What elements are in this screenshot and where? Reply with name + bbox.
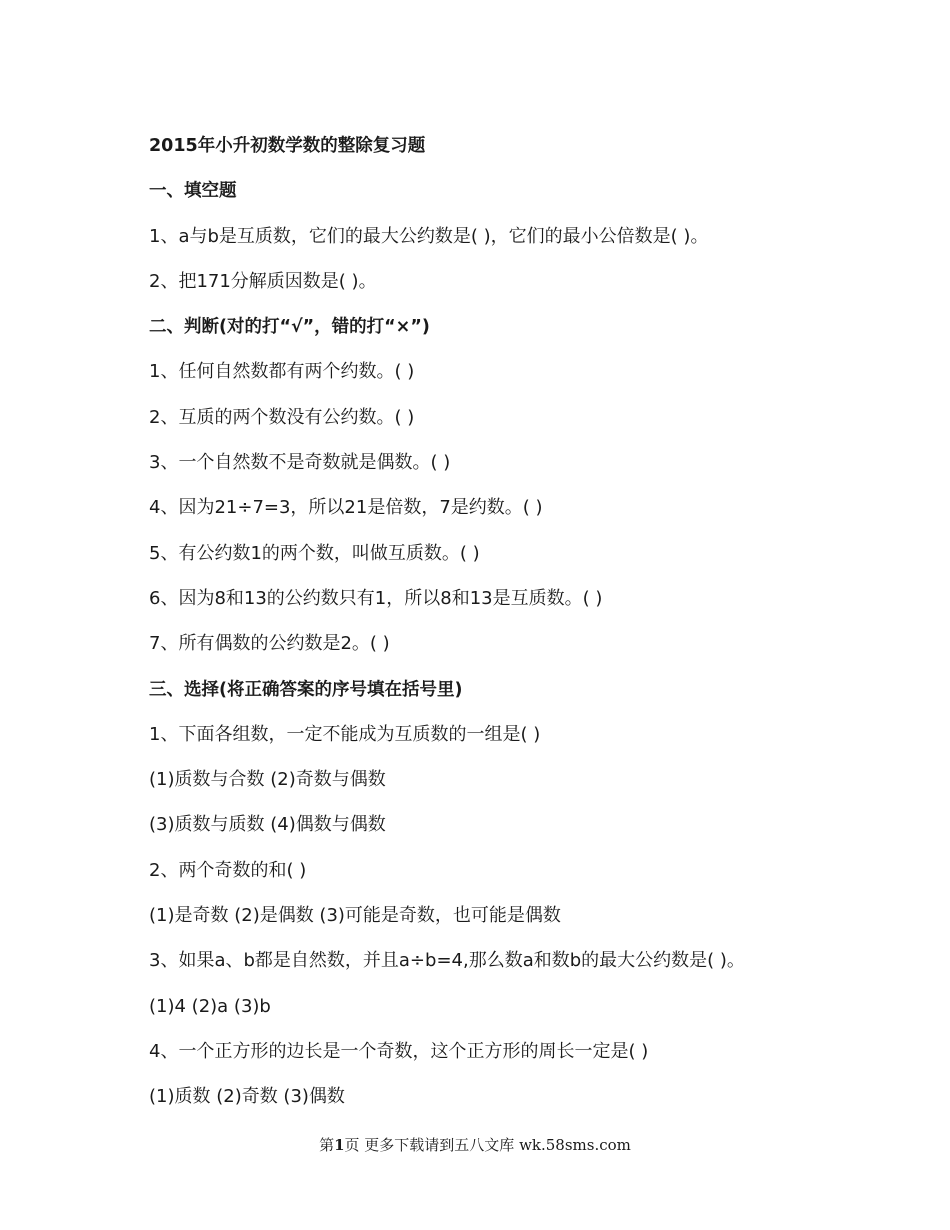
- question-line: 1、a与b是互质数，它们的最大公约数是( )，它们的最小公倍数是( )。: [149, 225, 709, 247]
- footer-page-number: 1: [334, 1136, 345, 1154]
- page-footer: [0, 1134, 950, 1155]
- question-line: 1、任何自然数都有两个约数。( ): [149, 361, 415, 383]
- answer-options-line: (1)质数与合数 (2)奇数与偶数: [149, 769, 386, 791]
- question-line: 4、因为21÷7=3，所以21是倍数，7是约数。( ): [149, 497, 543, 519]
- section-heading-true-false: 二、判断(对的打“√”，错的打“×”): [149, 317, 430, 338]
- question-line: 3、如果a、b都是自然数，并且a÷b=4,那么数a和数b的最大公约数是( )。: [149, 950, 745, 972]
- question-line: 2、把171分解质因数是( )。: [149, 270, 377, 292]
- answer-options-line: (1)是奇数 (2)是偶数 (3)可能是奇数，也可能是偶数: [149, 905, 561, 927]
- question-line: 2、两个奇数的和( ): [149, 859, 307, 881]
- question-line: 7、所有偶数的公约数是2。( ): [149, 633, 390, 655]
- question-line: 5、有公约数1的两个数，叫做互质数。( ): [149, 542, 480, 564]
- question-line: 3、一个自然数不是奇数就是偶数。( ): [149, 452, 451, 474]
- document-title: 2015年小升初数学数的整除复习题: [149, 136, 426, 156]
- question-line: 2、互质的两个数没有公约数。( ): [149, 406, 415, 428]
- footer-text: 页 更多下载请到五八文库 wk.58sms.com: [344, 1136, 631, 1154]
- question-line: 6、因为8和13的公约数只有1，所以8和13是互质数。( ): [149, 587, 603, 609]
- section-heading-fill-in: 一、填空题: [149, 181, 237, 202]
- answer-options-line: (1)质数 (2)奇数 (3)偶数: [149, 1086, 345, 1108]
- answer-options-line: (1)4 (2)a (3)b: [149, 995, 271, 1017]
- footer-prefix: 第: [319, 1136, 335, 1154]
- answer-options-line: (3)质数与质数 (4)偶数与偶数: [149, 814, 386, 836]
- question-line: 4、一个正方形的边长是一个奇数，这个正方形的周长一定是( ): [149, 1040, 649, 1062]
- question-line: 1、下面各组数，一定不能成为互质数的一组是( ): [149, 723, 541, 745]
- section-heading-multiple-choice: 三、选择(将正确答案的序号填在括号里): [149, 679, 463, 700]
- document-body: [149, 128, 869, 1125]
